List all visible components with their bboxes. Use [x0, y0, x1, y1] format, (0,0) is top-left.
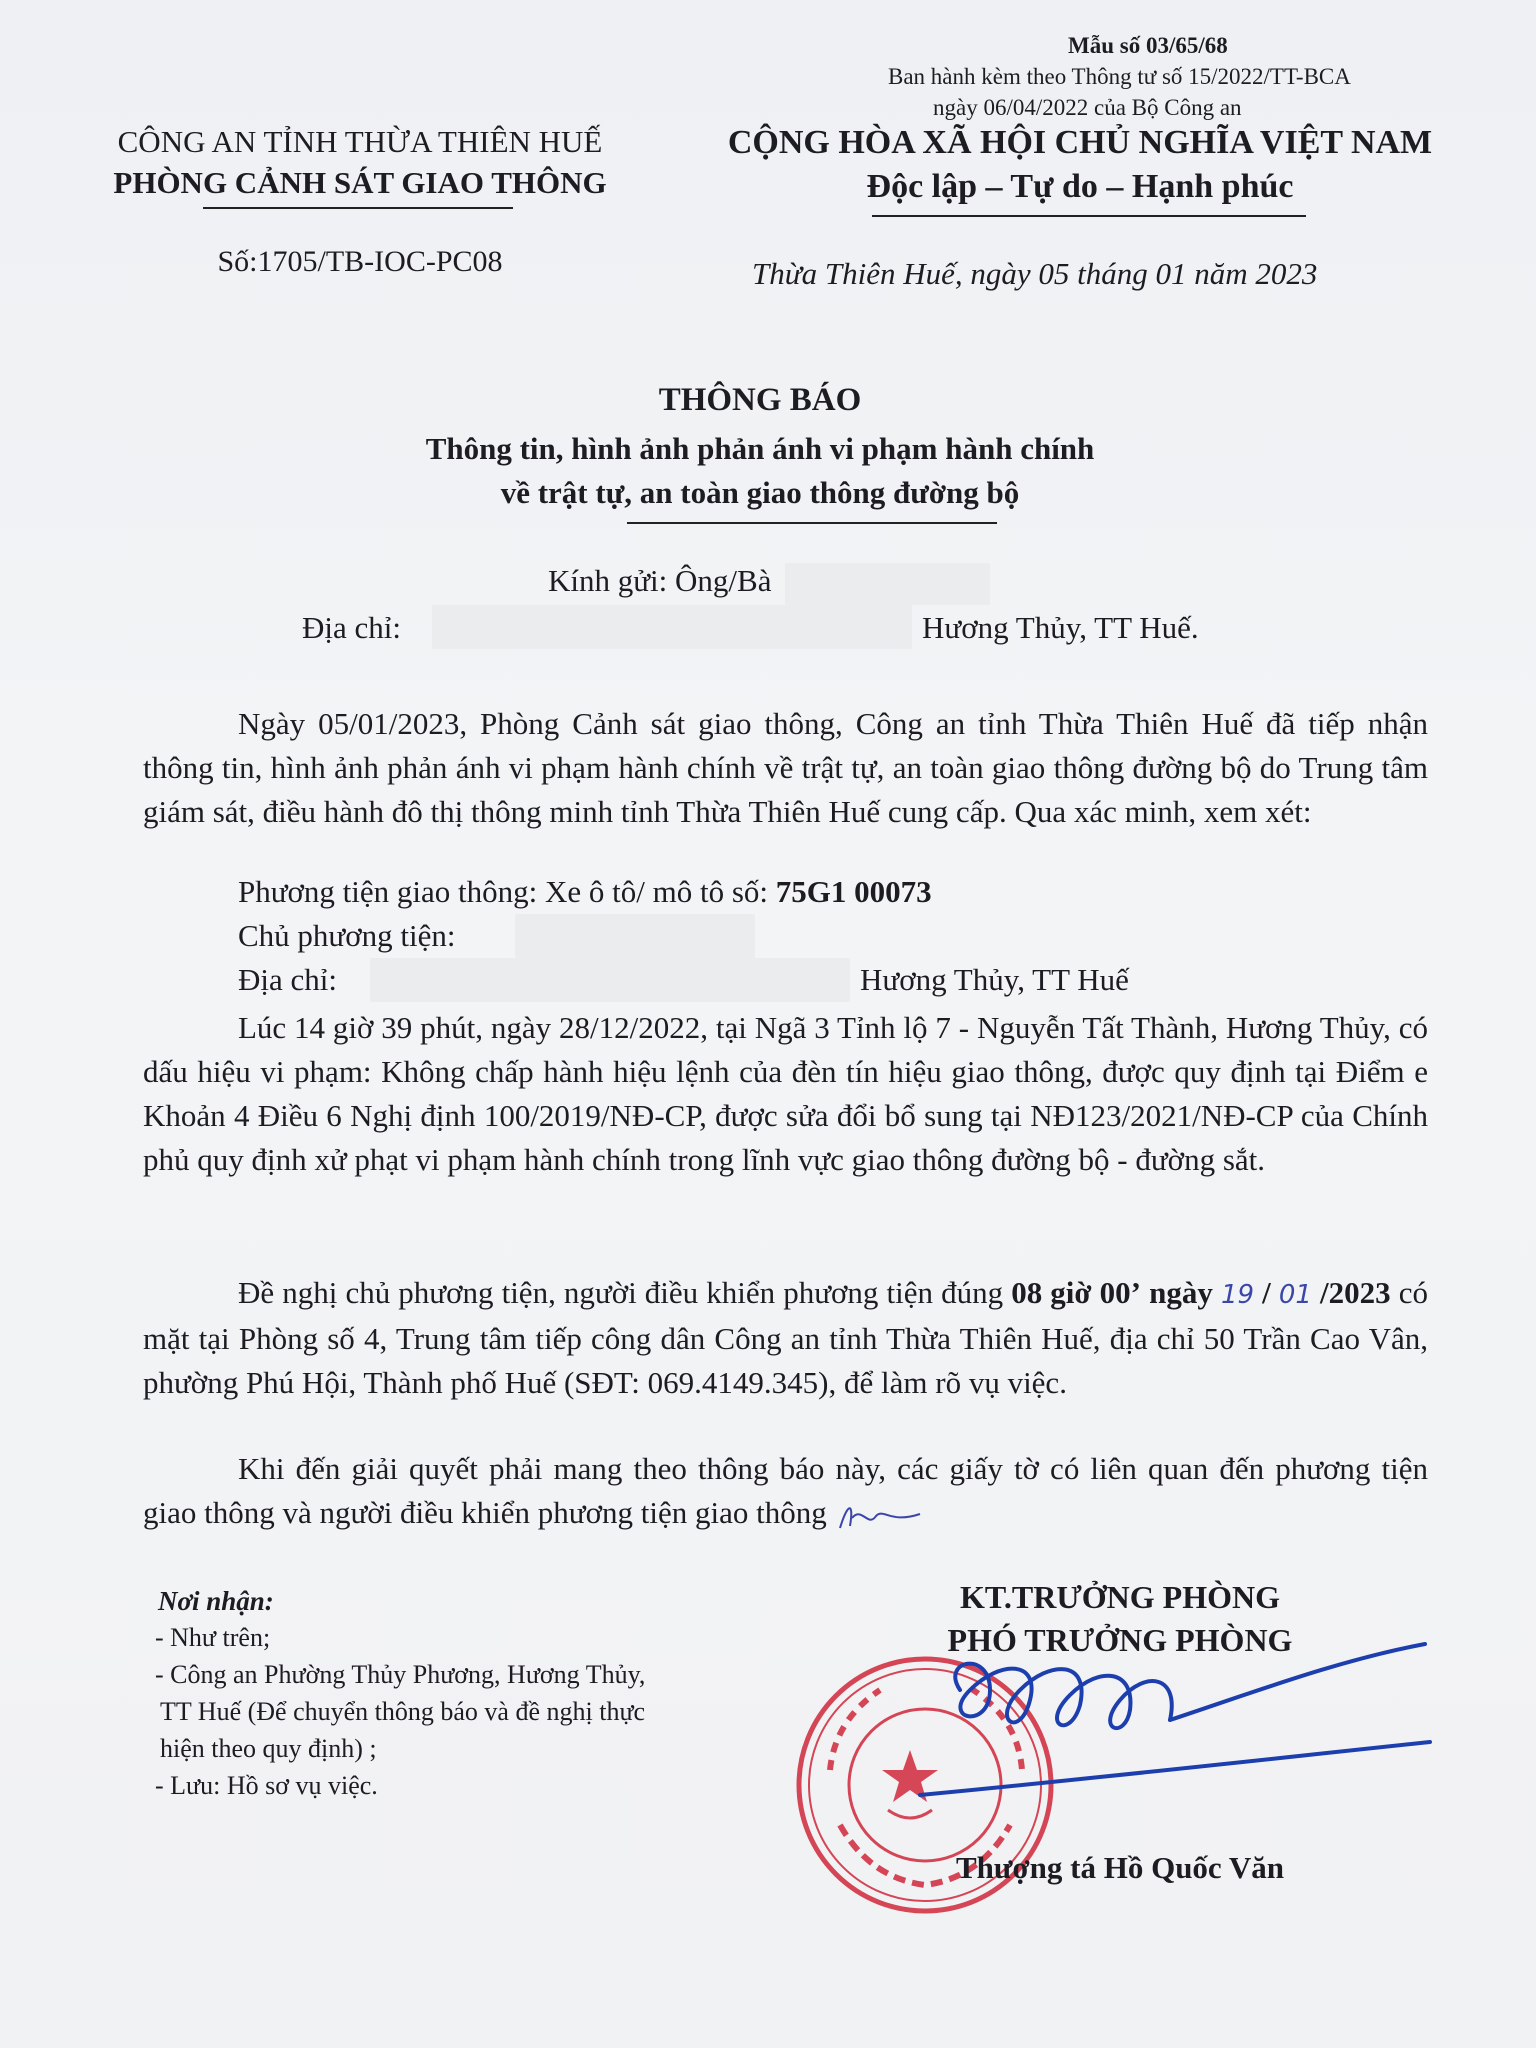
recipient-item-5: - Lưu: Hồ sơ vụ việc.	[155, 1771, 378, 1800]
redacted-owner-address	[370, 958, 850, 1002]
vehicle-plate: 75G1 00073	[775, 874, 932, 909]
agency-underline	[203, 207, 513, 209]
request-start: Đề nghị chủ phương tiện, người điều khiển phương tiện đúng	[238, 1275, 1004, 1310]
violation-paragraph: Lúc 14 giờ 39 phút, ngày 28/12/2022, tại Ngã 3 Tỉnh lộ 7 - Nguyễn Tất Thành, Hương Thủy, có dấu hiệu vi phạm: Không chấp hành hiệu lệnh của đèn tín hiệu giao thông, được quy định tại Điểm e Khoản 4 Điều 6 Nghị định 100/2019/NĐ-CP, được sửa đổi bổ sung tại NĐ123/2021/NĐ-CP của Chính phủ quy định xử phạt vi phạm hành chính trong lĩnh vực giao thông đường bộ - đường sắt.	[143, 1010, 1428, 1177]
request-year: /2023	[1320, 1275, 1391, 1310]
redacted-address	[432, 605, 912, 649]
place-date: Thừa Thiên Huế, ngày 05 tháng 01 năm 2023	[752, 256, 1318, 291]
title-underline	[627, 522, 997, 524]
recipient-address-label: Địa chỉ:	[302, 610, 401, 645]
doc-title: THÔNG BÁO	[658, 382, 862, 418]
document-number: Số:1705/TB-IOC-PC08	[217, 245, 503, 278]
request-day-label: ngày	[1149, 1275, 1213, 1310]
form-issued-line2: ngày 06/04/2022 của Bộ Công an	[933, 95, 1242, 120]
doc-subtitle-1: Thông tin, hình ảnh phản ánh vi phạm hành chính	[425, 431, 1095, 466]
request-separator: /	[1262, 1275, 1271, 1310]
signer-name: Thượng tá Hồ Quốc Văn	[955, 1850, 1285, 1885]
handwritten-day: 19	[1220, 1280, 1255, 1310]
recipient-item-2: - Công an Phường Thủy Phương, Hương Thủy,	[155, 1660, 646, 1689]
owner-address-tail: Hương Thủy, TT Huế	[860, 962, 1129, 997]
initials-mark	[834, 1498, 924, 1534]
closing-paragraph	[143, 1447, 1428, 1535]
signature-title-1: KT.TRƯỞNG PHÒNG	[960, 1579, 1280, 1615]
handwritten-signature-icon	[880, 1630, 1440, 1820]
body-paragraph-1: Ngày 05/01/2023, Phòng Cảnh sát giao thông, Công an tỉnh Thừa Thiên Huế đã tiếp nhận thông tin, hình ảnh phản ánh vi phạm hành chính về trật tự, an toàn giao thông đường bộ do Trung tâm giám sát, điều hành đô thị thông minh tỉnh Thừa Thiên Huế cung cấp. Qua xác minh, xem xét:	[143, 706, 1428, 829]
nation-motto: Độc lập – Tự do – Hạnh phúc	[866, 168, 1294, 205]
owner-address-label: Địa chỉ:	[238, 962, 337, 997]
recipient-item-1: - Như trên;	[155, 1623, 271, 1652]
handwritten-month: 01	[1278, 1280, 1312, 1310]
motto-underline	[872, 215, 1306, 217]
request-rest: có mặt tại Phòng số 4, Trung tâm tiếp công dân Công an tỉnh Thừa Thiên Huế, địa chỉ 50 Trần Cao Vân, phường Phú Hội, Thành phố Huế (SĐT: 069.4149.345), để làm rõ vụ việc.	[143, 1275, 1429, 1400]
recipient-item-4: hiện theo quy định) ;	[160, 1734, 377, 1763]
nation-name: CỘNG HÒA XÃ HỘI CHỦ NGHĨA VIỆT NAM	[727, 124, 1433, 161]
closing-text: Khi đến giải quyết phải mang theo thông báo này, các giấy tờ có liên quan đến phương tiện giao thông và người điều khiển phương tiện giao thông	[143, 1451, 1428, 1530]
form-issued-line1: Ban hành kèm theo Thông tư số 15/2022/TT-BCA	[888, 64, 1351, 89]
agency-name: PHÒNG CẢNH SÁT GIAO THÔNG	[113, 165, 607, 200]
request-time: 08 giờ 00’	[1011, 1275, 1141, 1310]
vehicle-line	[238, 874, 932, 910]
redacted-owner	[515, 914, 755, 958]
agency-parent: CÔNG AN TỈNH THỪA THIÊN HUẾ	[117, 124, 603, 159]
recipient-item-3: TT Huế (Để chuyển thông báo và đề nghị thực	[160, 1697, 646, 1726]
recipient-label: Kính gửi: Ông/Bà	[548, 563, 772, 599]
recipient-line	[548, 563, 990, 605]
vehicle-label: Phương tiện giao thông: Xe ô tô/ mô tô số:	[238, 874, 769, 909]
recipient-address-tail: Hương Thủy, TT Huế.	[922, 610, 1199, 645]
doc-subtitle-2: về trật tự, an toàn giao thông đường bộ	[500, 475, 1020, 510]
form-number: Mẫu số 03/65/68	[1068, 33, 1228, 58]
redacted-name	[785, 563, 990, 605]
recipients-heading: Nơi nhận:	[158, 1586, 274, 1616]
owner-label: Chủ phương tiện:	[238, 918, 456, 953]
signature-title-2: PHÓ TRƯỞNG PHÒNG	[947, 1622, 1293, 1658]
request-paragraph	[143, 1271, 1428, 1405]
